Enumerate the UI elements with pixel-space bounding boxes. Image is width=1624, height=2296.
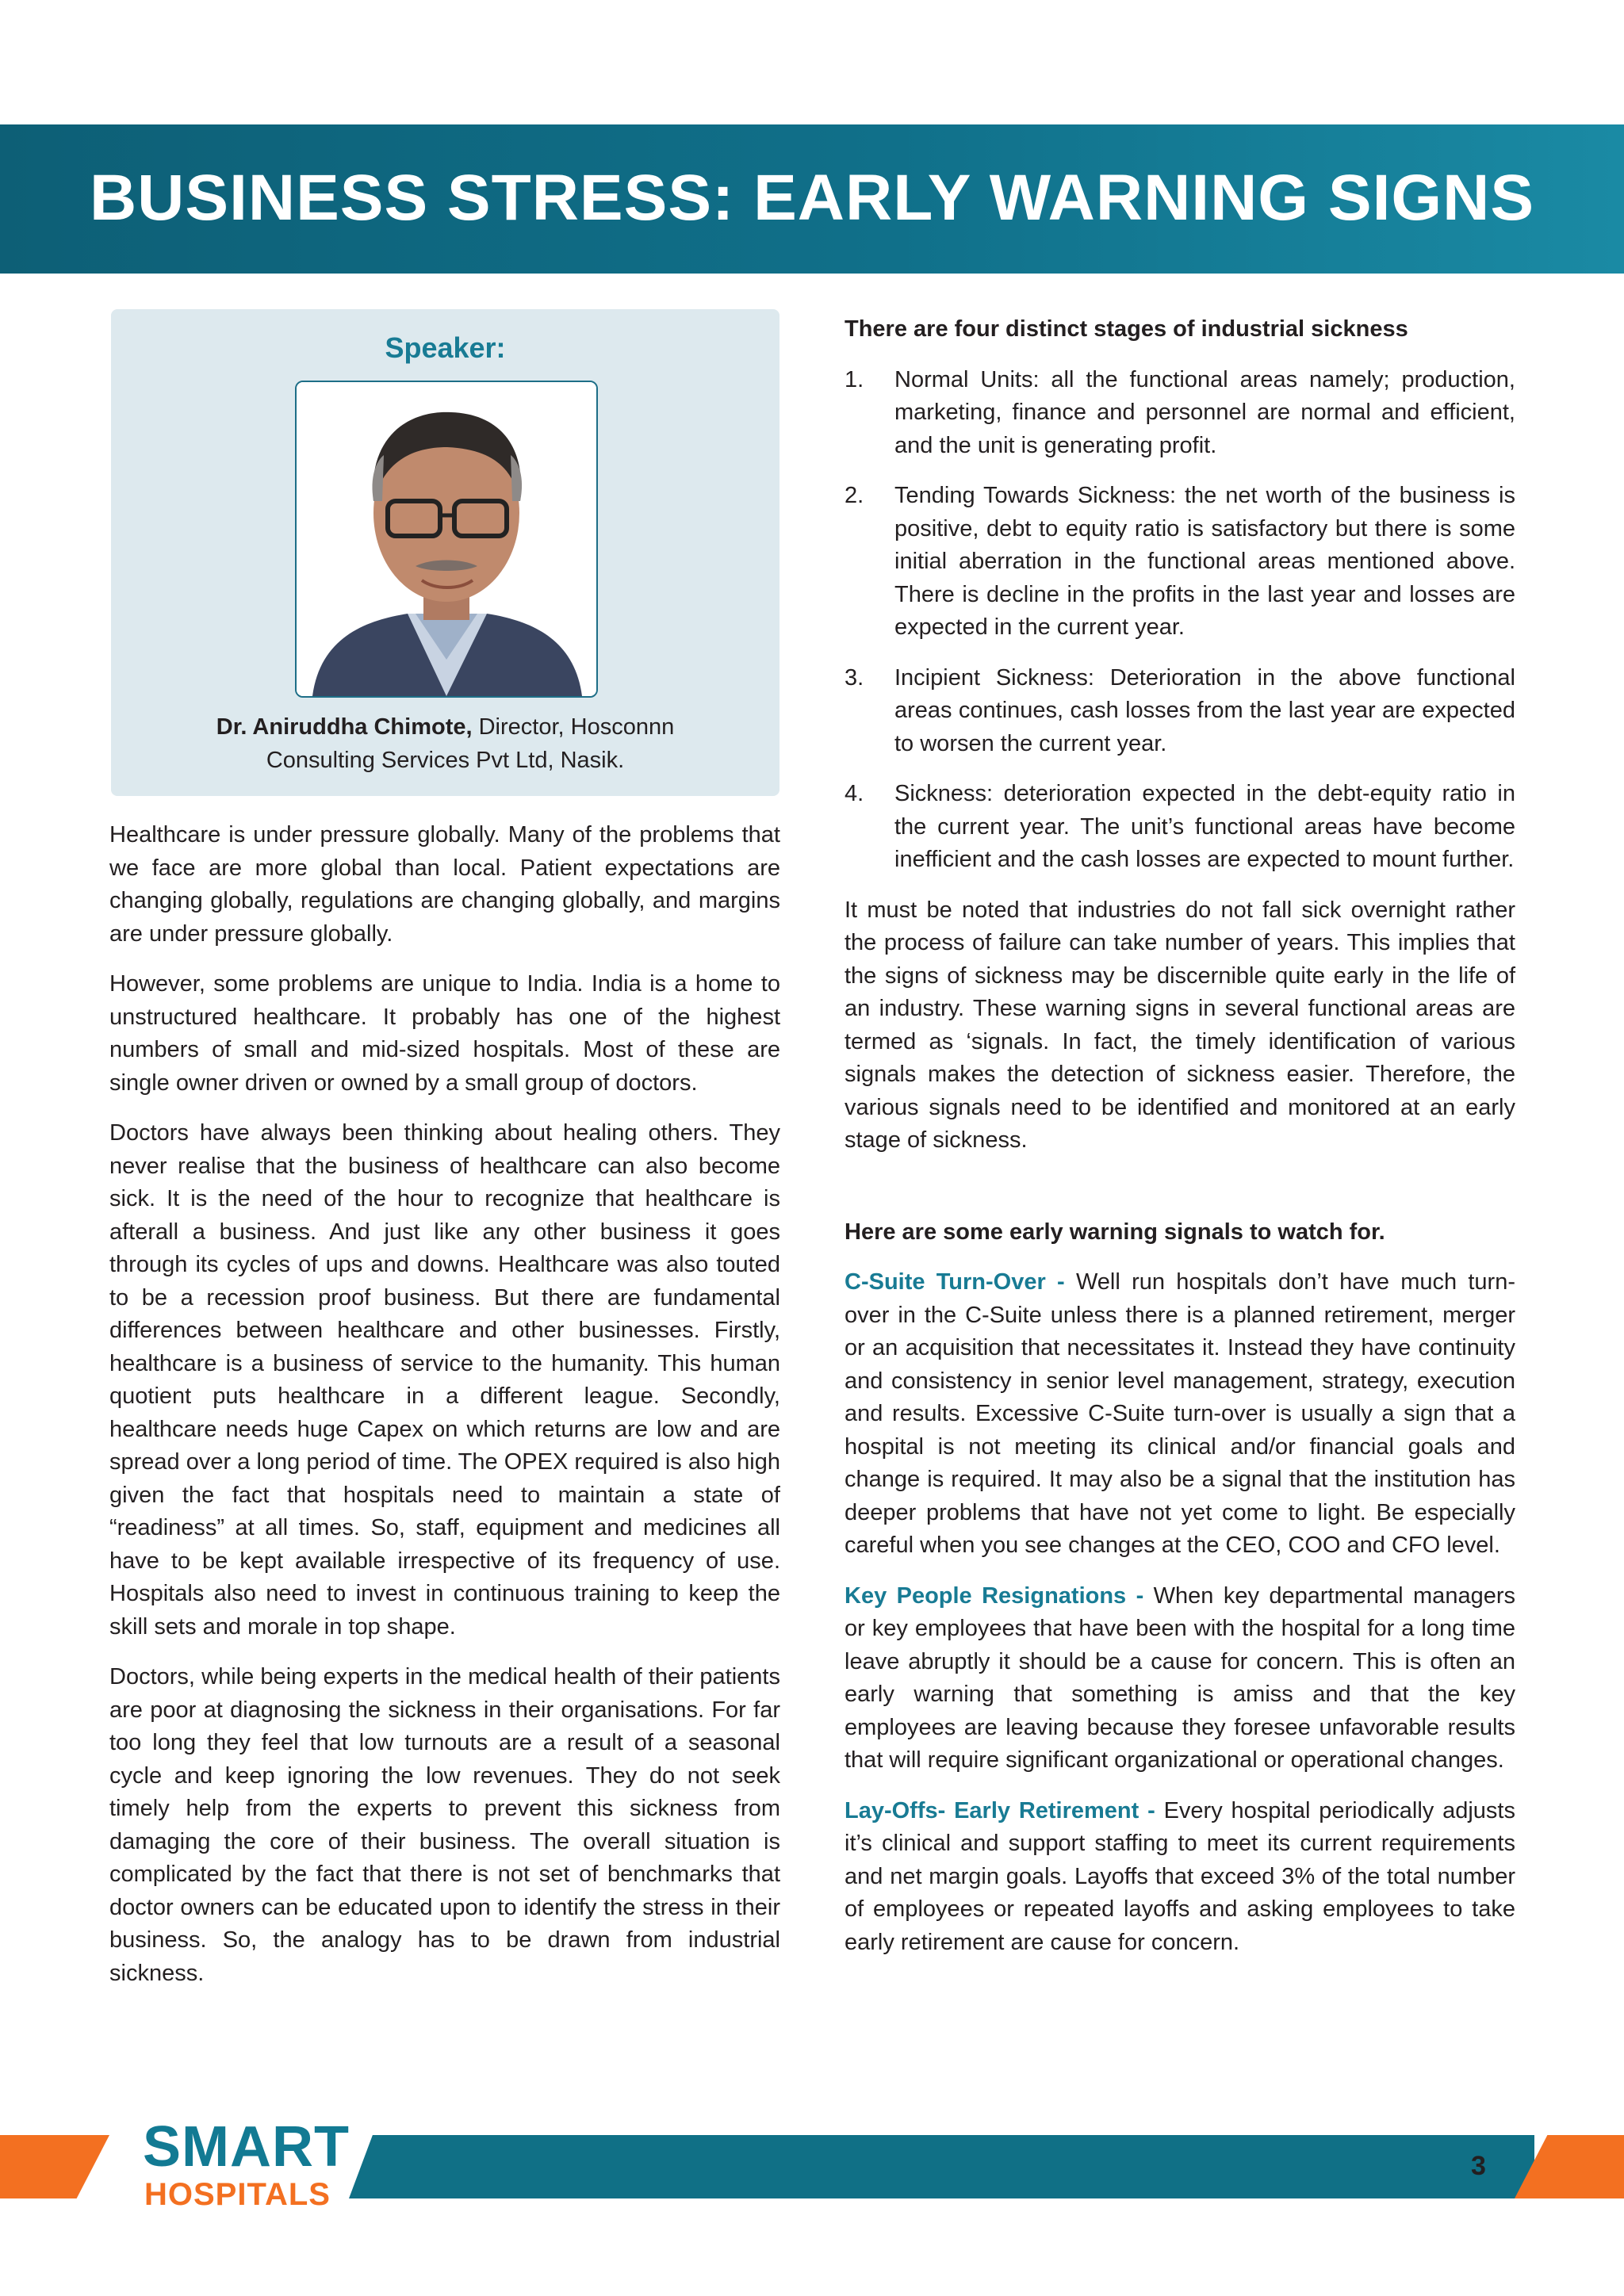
signal-paragraph <box>845 1795 1515 1960</box>
signal-text: Well run hospitals don’t have much turn-over in the C-Suite unless there is a planned retirement, merger or an acquisition that necessitates it. Instead they have continuity and consistency in senior level management, strategy, execution and results. Excessive C-Suite turn-over is usually a sign that a hospital is not meeting its clinical and/or financial goals and change is required. It may also be a signal that the institution has deeper problems that have not yet come to light. Be especially careful when you see changes at the CEO, COO and CFO level. <box>845 1269 1515 1558</box>
smart-hospitals-logo <box>143 2115 350 2214</box>
speaker-label: Speaker: <box>385 331 506 364</box>
page-number: 3 <box>1471 2151 1486 2181</box>
body-paragraph: However, some problems are unique to India. India is a home to unstructured healthcare. It probably has one of the highest numbers of small and mid-sized hospitals. Most of these are single owner driven or owned by a small group of doctors. <box>109 971 780 1096</box>
list-text: Incipient Sickness: Deterioration in the above functional areas continues, cash losses from the last year are expected to worsen the current year. <box>894 664 1515 756</box>
logo-hospitals-text: HOSPITALS <box>144 2177 331 2212</box>
signal-term: Lay-Offs- Early Retirement - <box>845 1797 1164 1823</box>
footer-accent-left <box>0 2135 109 2198</box>
body-paragraph: Doctors have always been thinking about healing others. They never realise that the business of healthcare can also become sick. It is the need of the hour to recognize that healthcare is afterall a business. And just like any other business it goes through its cycles of ups and downs. Healthcare was also touted to be a recession proof business. But there are fundamental differences between healthcare and other businesses. Firstly, healthcare is a business of service to the humanity. This human quotient puts healthcare in a different league. Secondly, healthcare needs huge Capex on which returns are low and are spread over a long period of time. The OPEX required is also high given the fact that hospitals need to maintain a state of “readiness” at all times. So, staff, equipment and medicines all have to be kept available irrespective of its frequency of use. Hospitals also need to invest in continuous training to keep the skill sets and morale in top shape. <box>109 1120 780 1640</box>
speaker-role: Director, Hosconnn <box>472 714 675 740</box>
list-text: Sickness: deterioration expected in the debt-equity ratio in the current year. The unit’s functional areas have become inefficient and the cash losses are expected to mount further. <box>894 781 1515 872</box>
body-paragraph: Healthcare is under pressure globally. Many of the problems that we face are more global than local. Patient expectations are changing globally, regulations are changing globally, and margins are under pressure globally. <box>109 822 780 947</box>
list-text: Normal Units: all the functional areas namely; production, marketing, finance and personnel are normal and efficient, and the unit is generating profit. <box>894 366 1515 458</box>
right-column <box>845 313 1515 1976</box>
signal-text: Every hospital periodically adjusts it’s clinical and support staffing to meet its current requirements and net margin goals. Layoffs that exceed 3% of the total number of employees or repeated layoffs and asking employees to take early retirement are cause for concern. <box>845 1797 1515 1955</box>
logo-smart-text: SMART <box>143 2115 350 2179</box>
stages-heading: There are four distinct stages of industrial sickness <box>845 316 1408 342</box>
stages-list <box>845 364 1515 877</box>
list-item <box>845 364 1515 463</box>
note-paragraph: It must be noted that industries do not fall sick overnight rather the process of failure can take number of years. This implies that the signs of sickness may be discernible quite early in the life of an industry. These warning signs in several functional areas are termed as ‘signals. In fact, the timely identification of various signals makes the detection of sickness easier. Therefore, the various signals need to be identified and monitored at an early stage of sickness. <box>845 897 1515 1153</box>
speaker-box <box>111 309 779 796</box>
speaker-caption <box>127 710 764 777</box>
signal-term: C-Suite Turn-Over - <box>845 1269 1076 1295</box>
footer-band <box>349 2135 1534 2198</box>
speaker-name: Dr. Aniruddha Chimote, <box>216 714 473 740</box>
signals-heading: Here are some early warning signals to watch for. <box>845 1219 1385 1245</box>
speaker-portrait <box>295 381 598 698</box>
spacer <box>845 1175 1515 1216</box>
list-item <box>845 480 1515 645</box>
list-number: 1. <box>845 366 864 392</box>
signal-paragraph <box>845 1266 1515 1563</box>
list-item <box>845 662 1515 761</box>
page-title: BUSINESS STRESS: EARLY WARNING SIGNS <box>89 162 1535 234</box>
body-paragraph: Doctors, while being experts in the medical health of their patients are poor at diagnosing the sickness in their organisations. For far too long they feel that low turnouts are a result of a seasonal cycle and keep ignoring the low revenues. They do not seek timely help from the experts to prevent this sickness from damaging the core of their business. The overall situation is complicated by the fact that there is not set of benchmarks that doctor owners can be educated upon to identify the stress in their business. So, the analogy has to be drawn from industrial sickness. <box>109 1664 780 1986</box>
signal-term: Key People Resignations - <box>845 1582 1154 1609</box>
signal-text: When key departmental managers or key employees that have been with the hospital for a long time leave abruptly it should be a cause for concern. This is often an early warning that something is amiss and that the key employees are leaving because they foresee unfavorable results that will require significant organizational or operational changes. <box>845 1582 1515 1773</box>
list-text: Tending Towards Sickness: the net worth of the business is positive, debt to equity ratio is satisfactory but there is some initial aberration in the functional areas mentioned above. There is decline in the profits in the last year and losses are expected in the current year. <box>894 483 1515 640</box>
list-item <box>845 778 1515 877</box>
speaker-company: Consulting Services Pvt Ltd, Nasik. <box>266 748 625 773</box>
list-number: 4. <box>845 781 864 806</box>
list-number: 3. <box>845 664 864 691</box>
list-number: 2. <box>845 483 864 508</box>
signal-paragraph <box>845 1580 1515 1777</box>
left-column <box>109 819 780 2007</box>
speaker-photo <box>297 382 596 696</box>
